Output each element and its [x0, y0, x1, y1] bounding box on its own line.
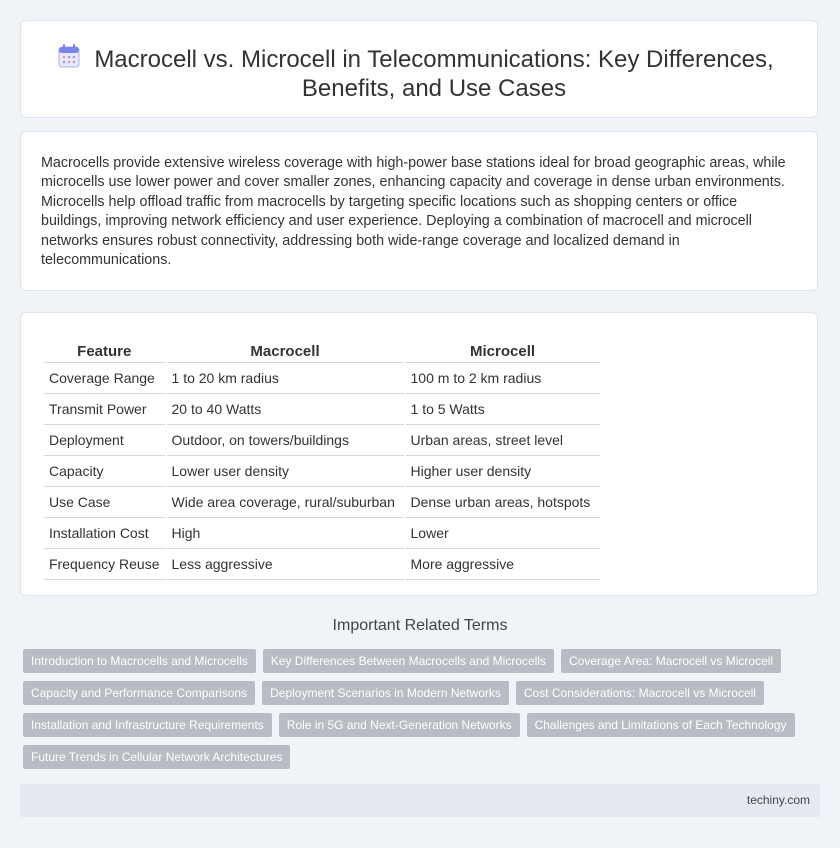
row-microcell-cell: Urban areas, street level [406, 425, 600, 456]
row-feature-cell: Capacity [44, 456, 165, 487]
row-macrocell-cell: 20 to 40 Watts [167, 394, 404, 425]
row-macrocell-cell: Outdoor, on towers/buildings [167, 425, 404, 456]
row-macrocell-cell: Less aggressive [167, 549, 404, 580]
table-row [44, 487, 600, 518]
intro-paragraph: Macrocells provide extensive wireless coverage with high-power base stations ideal for broad geographic areas, while microcells use lower power and cover smaller zones, enhancing capacity and coverage in dense urban environments. Microcells help offload traffic from macrocells by targeting specific locations such as shopping centers or office buildings, improving network efficiency and user experience. Deploying a combination of macrocell and microcell networks ensures robust connectivity, addressing both wide-range coverage and localized demand in telecommunications. [41, 155, 786, 269]
row-microcell-cell: 1 to 5 Watts [406, 394, 600, 425]
table-row [44, 518, 600, 549]
related-term-tag[interactable]: Capacity and Performance Comparisons [23, 681, 255, 705]
column-header-macrocell: Macrocell [167, 332, 404, 363]
footer [20, 784, 820, 817]
row-microcell-cell: More aggressive [406, 549, 600, 580]
table-header-row [44, 332, 600, 363]
related-term-tag[interactable]: Introduction to Macrocells and Microcells [23, 649, 256, 673]
row-macrocell-cell: High [167, 518, 404, 549]
row-microcell-cell: Lower [406, 518, 600, 549]
title-card [20, 20, 818, 118]
column-header-feature: Feature [44, 332, 165, 363]
table-row [44, 549, 600, 580]
row-microcell-cell: Higher user density [406, 456, 600, 487]
row-macrocell-cell: Lower user density [167, 456, 404, 487]
row-feature-cell: Use Case [44, 487, 165, 518]
page-title: Macrocell vs. Microcell in Telecommunications: Key Differences, Benefits, and Use Cases [94, 46, 774, 102]
row-macrocell-cell: Wide area coverage, rural/suburban [167, 487, 404, 518]
row-feature-cell: Frequency Reuse [44, 549, 165, 580]
table-row [44, 363, 600, 394]
row-feature-cell: Deployment [44, 425, 165, 456]
row-microcell-cell: Dense urban areas, hotspots [406, 487, 600, 518]
related-term-tag[interactable]: Cost Considerations: Macrocell vs Microcell [516, 681, 764, 705]
column-header-microcell: Microcell [406, 332, 600, 363]
comparison-table [42, 332, 602, 580]
table-row [44, 456, 600, 487]
footer-site-link[interactable]: techiny.com [746, 793, 810, 807]
table-row [44, 425, 600, 456]
related-term-tag[interactable]: Challenges and Limitations of Each Technology [527, 713, 795, 737]
row-microcell-cell: 100 m to 2 km radius [406, 363, 600, 394]
related-term-tag[interactable]: Deployment Scenarios in Modern Networks [262, 681, 509, 705]
row-feature-cell: Transmit Power [44, 394, 165, 425]
related-terms-heading: Important Related Terms [332, 617, 508, 634]
row-macrocell-cell: 1 to 20 km radius [167, 363, 404, 394]
related-term-tag[interactable]: Role in 5G and Next-Generation Networks [279, 713, 520, 737]
row-feature-cell: Installation Cost [44, 518, 165, 549]
related-term-tag[interactable]: Installation and Infrastructure Requirements [23, 713, 272, 737]
row-feature-cell: Coverage Range [44, 363, 165, 394]
intro-card [20, 131, 818, 291]
related-term-tag[interactable]: Future Trends in Cellular Network Architectures [23, 745, 290, 769]
related-term-tag[interactable]: Coverage Area: Macrocell vs Microcell [561, 649, 781, 673]
related-terms-list [23, 649, 823, 769]
related-term-tag[interactable]: Key Differences Between Macrocells and Microcells [263, 649, 554, 673]
table-row [44, 394, 600, 425]
comparison-table-card [20, 312, 818, 596]
